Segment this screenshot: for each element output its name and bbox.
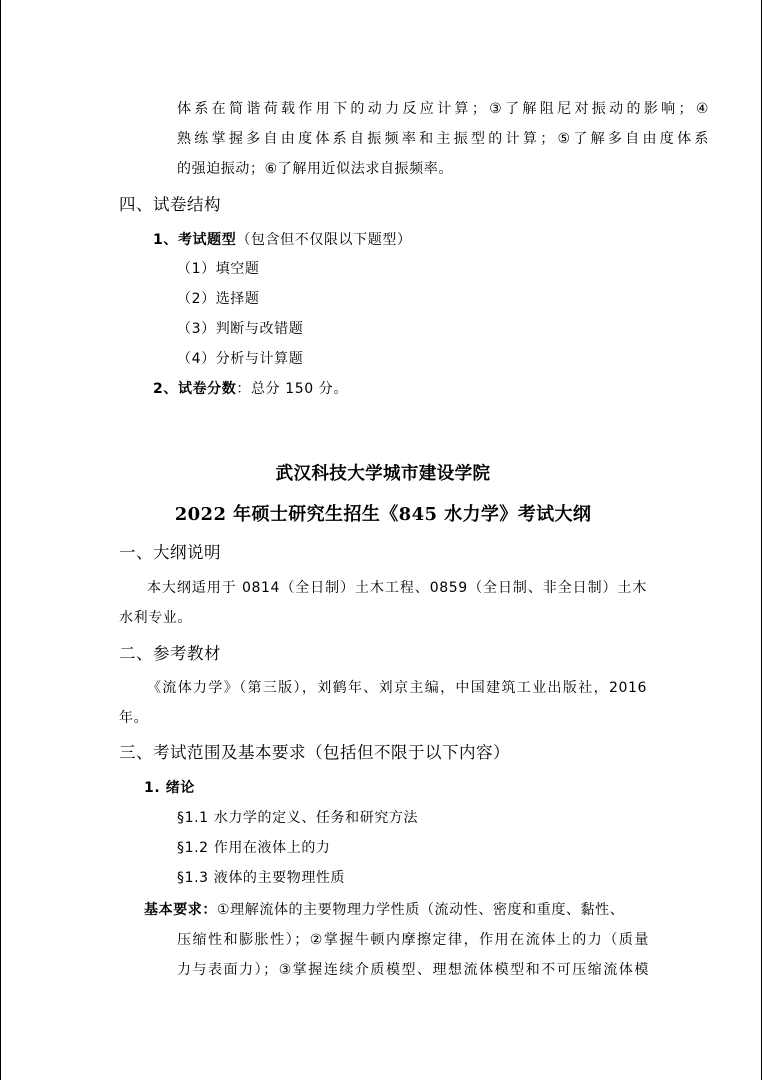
basic-requirements-line-2: 压缩性和膨胀性）；②掌握牛顿内摩擦定律，作用在流体上的力（质量 xyxy=(177,932,649,948)
total-score-label: 2、试卷分数 xyxy=(153,381,237,397)
reference-text-line-1: 《流体力学》（第三版），刘鹤年、刘京主编，中国建筑工业出版社，2016 xyxy=(147,680,647,696)
exam-question-types xyxy=(153,230,412,250)
question-types-note: （包含但不仅限以下题型） xyxy=(236,232,412,248)
document-title-institution: 武汉科技大学城市建设学院 xyxy=(275,464,491,484)
section-heading-outline: 一、大纲说明 xyxy=(119,543,221,562)
chapter-title-introduction: 1. 绪论 xyxy=(144,780,195,796)
continued-line-3: 的强迫振动；⑥了解用近似法求自振频率。 xyxy=(177,161,453,177)
question-type-item: （4）分析与计算题 xyxy=(177,351,304,367)
question-type-item: （3）判断与改错题 xyxy=(177,321,304,337)
outline-text-line-1: 本大纲适用于 0814（全日制）土木工程、0859（全日制、非全日制）土木 xyxy=(147,580,647,596)
section-heading-exam-structure: 四、试卷结构 xyxy=(119,195,221,214)
chapter-section-item: §1.1 水力学的定义、任务和研究方法 xyxy=(177,810,419,826)
exam-total-score xyxy=(153,379,348,399)
question-type-item: （1）填空题 xyxy=(177,261,260,277)
document-title-exam: 2022 年硕士研究生招生《845 水力学》考试大纲 xyxy=(174,504,592,525)
continued-line-1: 体系在简谐荷载作用下的动力反应计算；③了解阻尼对振动的影响；④ xyxy=(177,101,709,117)
chapter-section-item: §1.2 作用在液体上的力 xyxy=(177,840,331,856)
question-types-label: 1、考试题型 xyxy=(153,232,237,248)
question-type-item: （2）选择题 xyxy=(177,291,260,307)
basic-requirements-line-3: 力与表面力）；③掌握连续介质模型、理想流体模型和不可压缩流体模 xyxy=(177,962,649,978)
continued-line-2: 熟练掌握多自由度体系自振频率和主振型的计算；⑤了解多自由度体系 xyxy=(177,131,709,147)
section-heading-exam-scope: 三、考试范围及基本要求（包括但不限于以下内容） xyxy=(119,743,510,762)
section-heading-references: 二、参考教材 xyxy=(119,644,221,663)
outline-text-line-2: 水利专业。 xyxy=(119,610,192,626)
basic-requirements-label: 基本要求： xyxy=(144,902,217,918)
basic-requirements-text: ①理解流体的主要物理力学性质（流动性、密度和重度、黏性、 xyxy=(217,902,625,918)
basic-requirements-line-1 xyxy=(144,900,648,920)
reference-text-line-2: 年。 xyxy=(119,710,149,726)
total-score-value: ：总分 150 分。 xyxy=(236,381,348,397)
chapter-section-item: §1.3 液体的主要物理性质 xyxy=(177,870,346,886)
